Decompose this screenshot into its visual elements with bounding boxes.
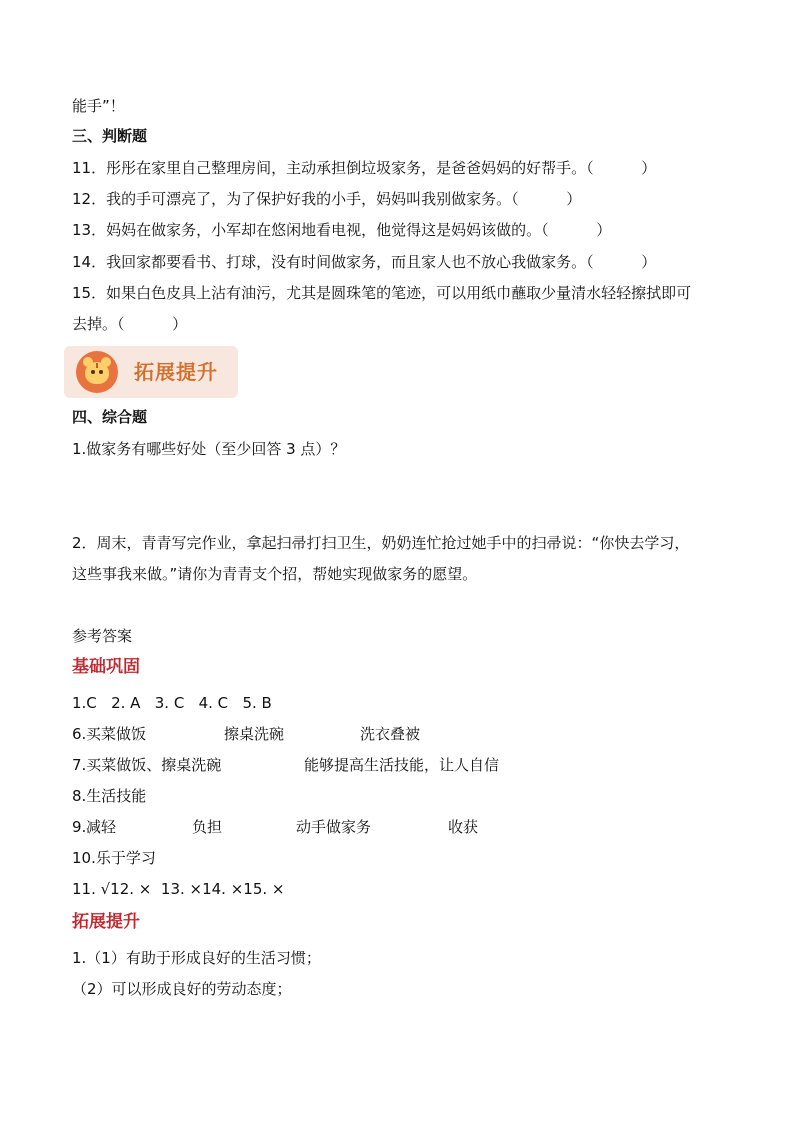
question-15: 15．如果白色皮具上沾有油污，尤其是圆珠笔的笔迹，可以用纸巾蘸取少量清水轻轻擦拭即可 bbox=[72, 284, 692, 302]
question-12: 12．我的手可漂亮了，为了保护好我的小手，妈妈叫我别做家务。（ ） bbox=[72, 190, 582, 208]
answer-10: 10.乐于学习 bbox=[72, 849, 156, 867]
answer-8: 8.生活技能 bbox=[72, 787, 147, 805]
extension-title: 拓展提升 bbox=[72, 912, 140, 932]
comprehensive-q2-line1: 2．周末，青青写完作业，拿起扫帚打扫卫生，奶奶连忙抢过她手中的扫帚说：“你快去学习， bbox=[72, 534, 690, 552]
answer-9-num: 9. bbox=[72, 818, 87, 836]
answer-6-item: 洗衣叠被 bbox=[360, 725, 421, 743]
tiger-icon bbox=[76, 351, 118, 393]
top-fragment: 能手”！ bbox=[72, 97, 125, 115]
question-14: 14．我回家都要看书、打球，没有时间做家务，而且家人也不放心我做家务。（ ） bbox=[72, 253, 657, 271]
answer-9-item: 减轻 bbox=[86, 818, 117, 836]
answer-6-item: 买菜做饭 bbox=[86, 725, 147, 743]
question-11: 11．彤彤在家里自己整理房间，主动承担倒垃圾家务，是爸爸妈妈的好帮手。（ ） bbox=[72, 159, 657, 177]
answer-9-item: 收获 bbox=[448, 818, 479, 836]
extension-answer-2: （2）可以形成良好的劳动态度； bbox=[72, 980, 292, 998]
basic-title: 基础巩固 bbox=[72, 657, 140, 677]
question-15-cont: 去掉。（ ） bbox=[72, 315, 188, 333]
question-13: 13．妈妈在做家务，小军却在悠闲地看电视，他觉得这是妈妈该做的。（ ） bbox=[72, 221, 612, 239]
answer-7-a: 7.买菜做饭、擦桌洗碗 bbox=[72, 756, 222, 774]
answer-6-num: 6. bbox=[72, 725, 87, 743]
comprehensive-q2-line2: 这些事我来做。”请你为青青支个招，帮她实现做家务的愿望。 bbox=[72, 565, 478, 583]
answer-9-item: 负担 bbox=[192, 818, 223, 836]
section4-title: 四、综合题 bbox=[72, 408, 148, 426]
tiger-eye-left bbox=[91, 370, 95, 374]
banner-label: 拓展提升 bbox=[134, 360, 218, 384]
extension-banner bbox=[64, 346, 238, 398]
answers-heading: 参考答案 bbox=[72, 627, 133, 645]
comprehensive-q1: 1.做家务有哪些好处（至少回答 3 点）？ bbox=[72, 440, 346, 458]
answer-7-b: 能够提高生活技能，让人自信 bbox=[304, 756, 500, 774]
answer-9-item: 动手做家务 bbox=[296, 818, 372, 836]
section3-title: 三、判断题 bbox=[72, 127, 148, 145]
tiger-eye-right bbox=[99, 370, 103, 374]
answer-line-1: 1.C 2. A 3. C 4. C 5. B bbox=[72, 694, 272, 712]
answer-6-item: 擦桌洗碗 bbox=[224, 725, 285, 743]
tiger-stripe bbox=[96, 363, 98, 368]
answer-11-15: 11. √12. × 13. ×14. ×15. × bbox=[72, 880, 285, 898]
extension-answer-1: 1.（1）有助于形成良好的生活习惯； bbox=[72, 949, 321, 967]
